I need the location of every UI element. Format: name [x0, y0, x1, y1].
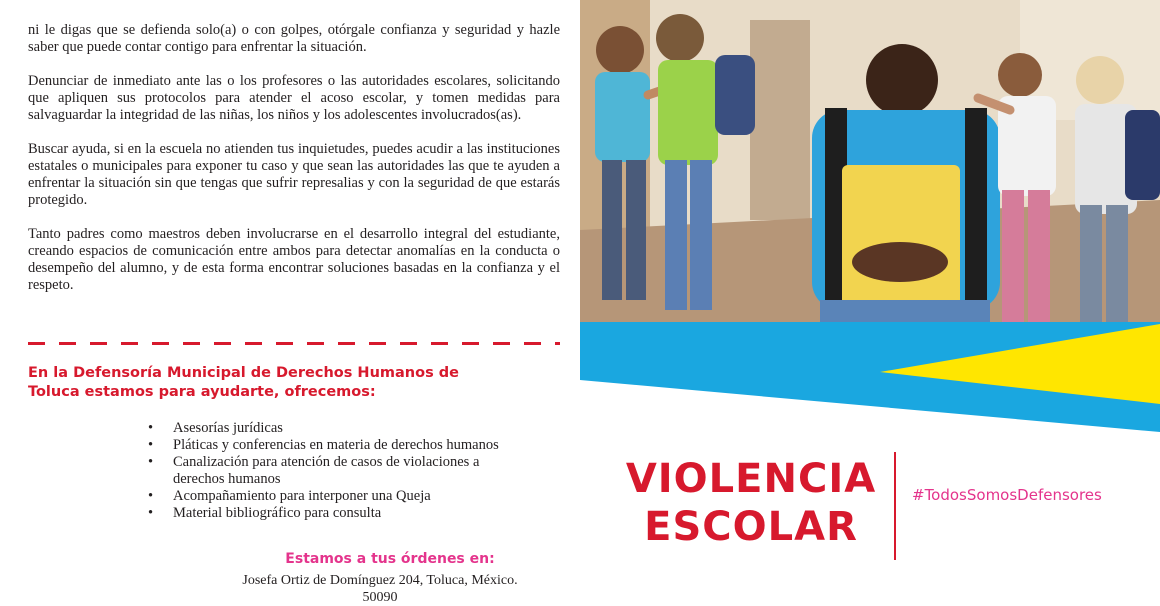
title-line: ESCOLAR	[644, 504, 858, 550]
child-leg	[665, 160, 687, 310]
yellow-folder	[842, 165, 960, 310]
backpack-strap	[965, 108, 987, 308]
list-item	[148, 437, 528, 454]
bullet-icon: •	[148, 437, 154, 453]
vertical-divider	[894, 452, 896, 560]
bullet-icon: •	[148, 505, 154, 521]
paragraph: Tanto padres como maestros deben involucrarse en el desarrollo integral del estudiante, creando espacios de comunicación entre ambos para detectar anomalías en la conducta o desempeño del alumno, y de esta forma encontrar soluciones basadas en la confianza y el respeto.	[28, 226, 560, 293]
child-leg	[690, 160, 712, 310]
service-label: Material bibliográfico para consulta	[173, 505, 382, 521]
dashed-divider	[28, 342, 560, 345]
services-list	[148, 420, 528, 522]
list-item	[148, 454, 528, 488]
child-leg	[602, 160, 622, 300]
schoolchildren-bullying-photo	[580, 0, 1160, 330]
child-head	[656, 14, 704, 62]
service-label: Acompañamiento para interponer una Queja	[173, 488, 431, 504]
child-head	[596, 26, 644, 74]
list-item	[148, 505, 528, 522]
service-label: Pláticas y conferencias en materia de derechos humanos	[173, 437, 499, 453]
backpack	[715, 55, 755, 135]
body-text	[28, 22, 560, 311]
door	[750, 20, 810, 220]
main-title	[620, 455, 882, 551]
child-leg	[1028, 190, 1050, 325]
child-head	[998, 53, 1042, 97]
service-label: Canalización para atención de casos de violaciones a derechos humanos	[173, 454, 480, 487]
paragraph: Denunciar de inmediato ante las o los profesores o las autoridades escolares, solicitando que apliquen sus protocolos para atender el acoso escolar, y tomen medidas para salvaguardar la integridad de las niñas, los niños y los adolescentes involucrados(as).	[28, 73, 560, 123]
title-line: VIOLENCIA	[625, 456, 877, 502]
child-shirt	[595, 72, 650, 162]
child-leg	[1002, 190, 1024, 325]
decorative-stripes	[580, 322, 1160, 432]
offer-heading: En la Defensoría Municipal de Derechos Humanos de Toluca estamos para ayudarte, ofrecemos:	[28, 365, 459, 400]
child-leg	[1106, 205, 1128, 325]
boy-head	[866, 44, 938, 116]
child-head	[1076, 56, 1124, 104]
address: Josefa Ortiz de Domínguez 204, Toluca, México. 50090	[242, 573, 518, 605]
bullet-icon: •	[148, 454, 154, 470]
service-label: Asesorías jurídicas	[173, 420, 283, 436]
list-item	[148, 420, 528, 437]
bullet-icon: •	[148, 488, 154, 504]
backpack	[1125, 110, 1160, 200]
boy-arms	[852, 242, 948, 282]
child-shirt	[658, 60, 718, 165]
contact-heading: Estamos a tus órdenes en:	[285, 551, 495, 567]
paragraph: ni le digas que se defienda solo(a) o con golpes, otórgale confianza y seguridad y hazle saber que puede contar contigo para enfrentar la situación.	[28, 22, 560, 55]
hashtag: #TodosSomosDefensores	[912, 486, 1102, 504]
bullet-icon: •	[148, 420, 154, 436]
photo-illustration	[580, 0, 1160, 330]
child-leg	[626, 160, 646, 300]
list-item	[148, 488, 528, 505]
paragraph: Buscar ayuda, si en la escuela no atienden tus inquietudes, puedes acudir a las instituciones estatales o municipales para exponer tu caso y que sean las autoridades las que te ayuden a enfrentar la situación sin que tengas que sufrir represalias y con la seguridad de que estarás protegido.	[28, 141, 560, 208]
child-leg	[1080, 205, 1102, 325]
